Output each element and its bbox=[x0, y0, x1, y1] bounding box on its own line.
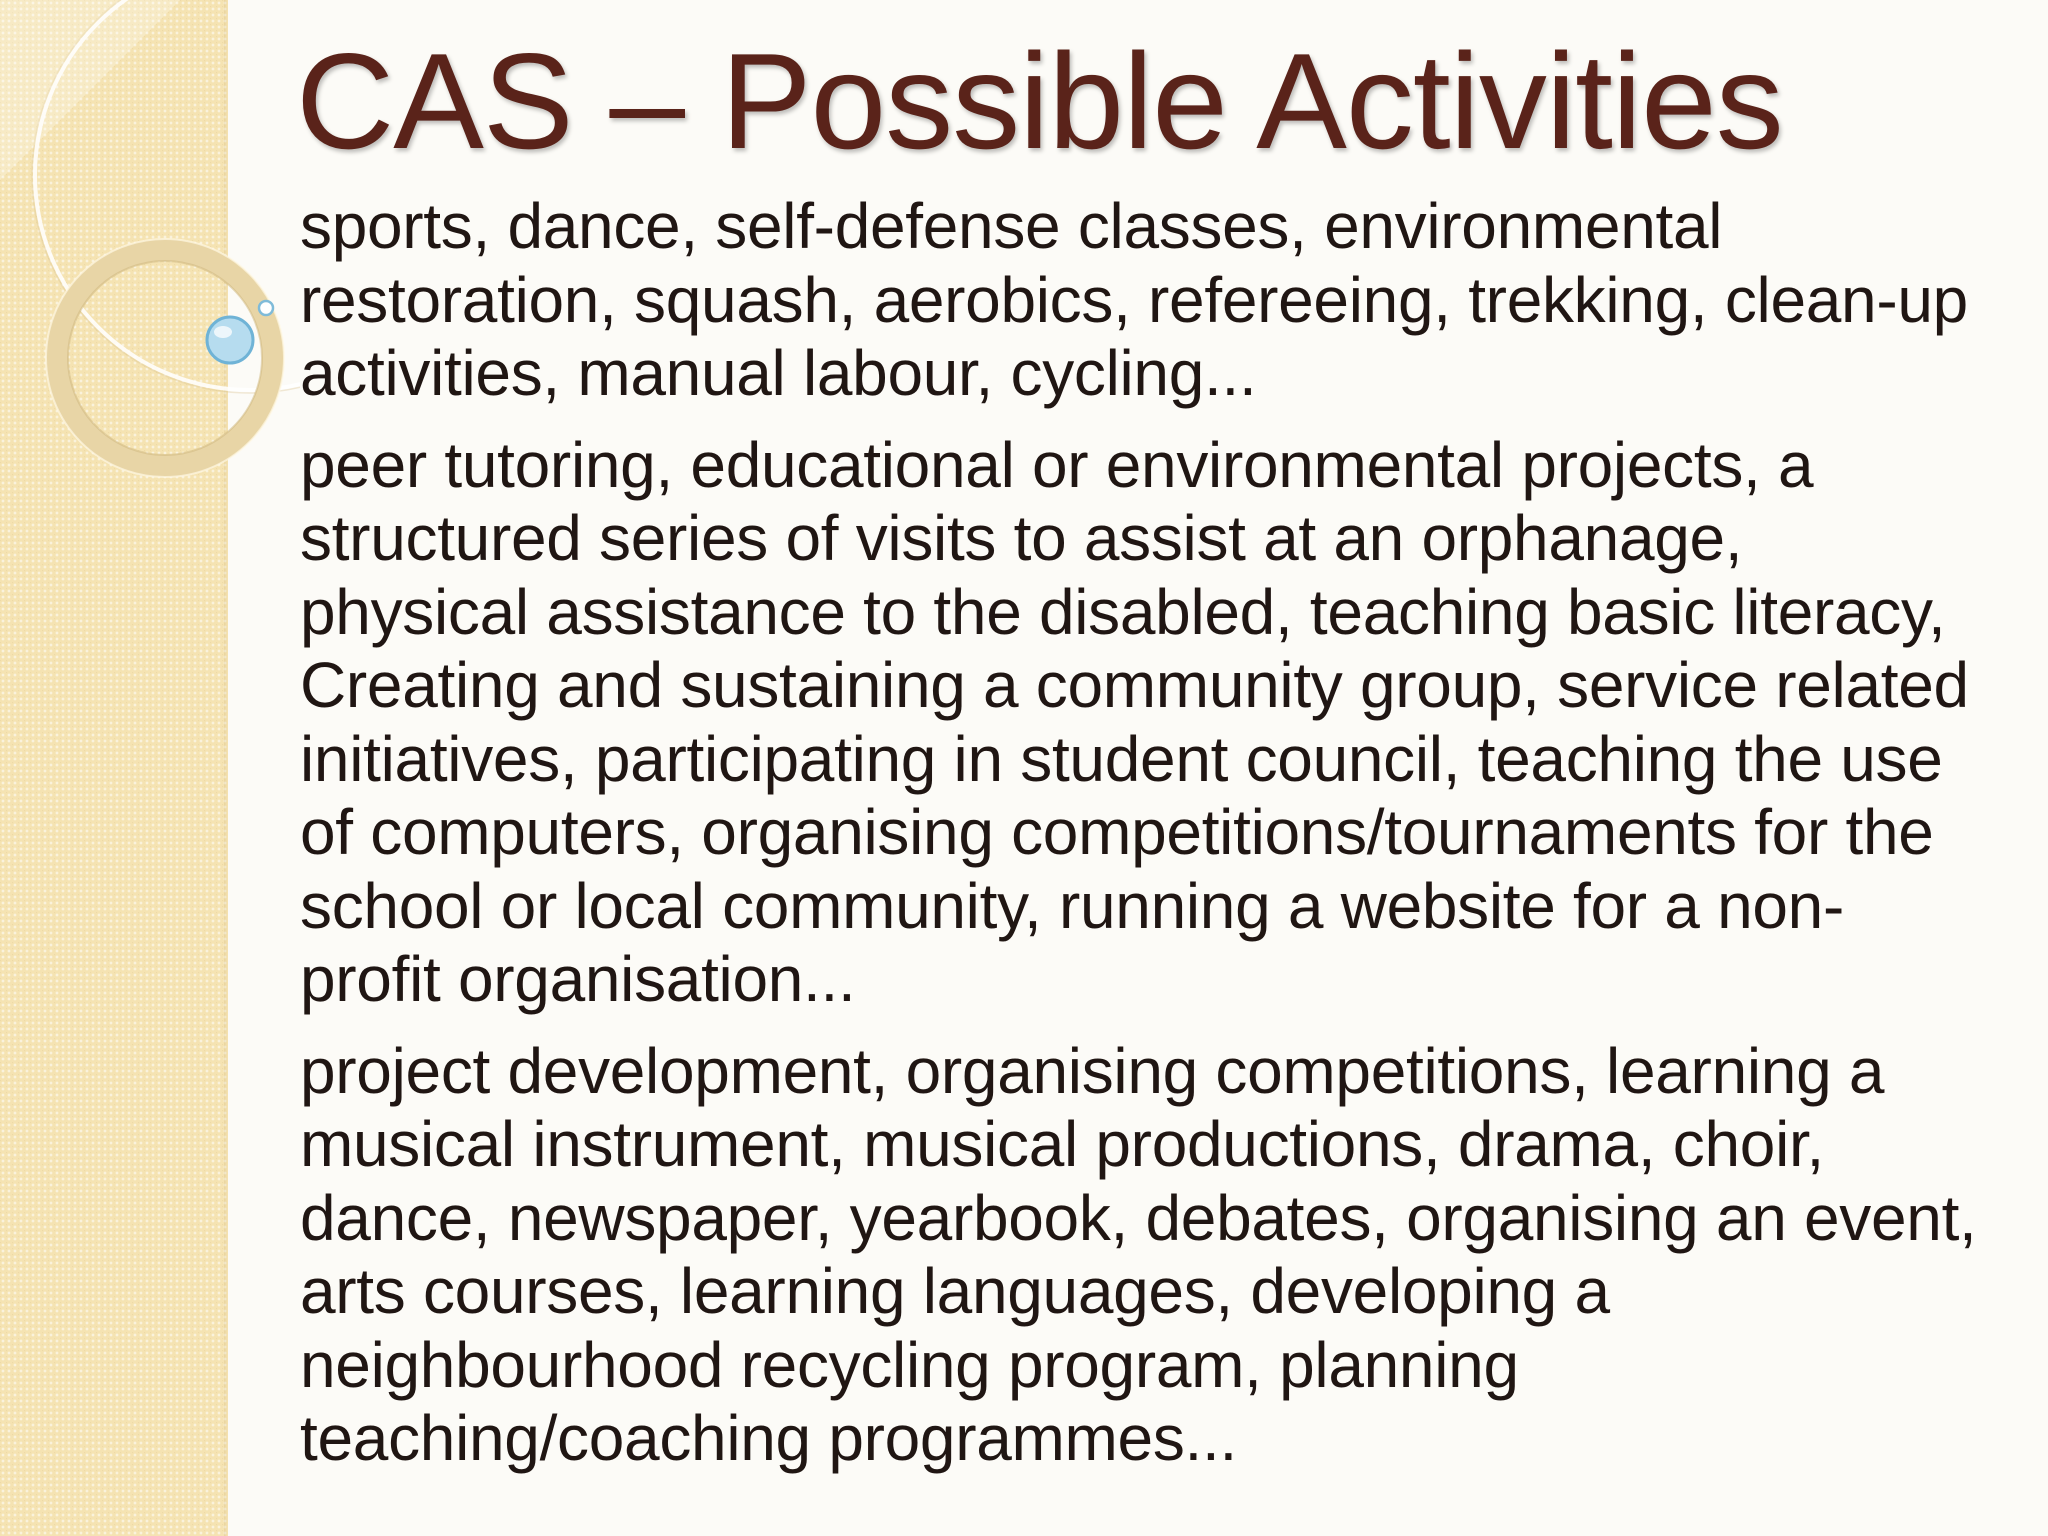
slide-title: CAS – Possible Activities bbox=[296, 25, 1783, 177]
paragraph-activity-action: sports, dance, self-defense classes, environmental restoration, squash, aerobics, refereeing, trekking, clean-up activities, manual labour, cycling... bbox=[300, 190, 1968, 409]
slide-body bbox=[300, 190, 1980, 1536]
paragraph-activity-creativity: project development, organising competitions, learning a musical instrument, musical productions, drama, choir, dance, newspaper, yearbook, debates, organising an event, arts courses, learning languages, developing a neighbourhood recycling program, planning teaching/coaching programmes... bbox=[300, 1034, 1977, 1474]
paragraph-activity-service: peer tutoring, educational or environmental projects, a structured series of visits to assist at an orphanage, physical assistance to the disabled, teaching basic literacy, Creating and sustaining a community group, service related initiatives, participating in student council, teaching the use of computers, organising competitions/tournaments for the school or local community, running a website for a non-profit organisation... bbox=[300, 428, 1969, 1015]
decorative-circles-icon bbox=[0, 0, 300, 520]
